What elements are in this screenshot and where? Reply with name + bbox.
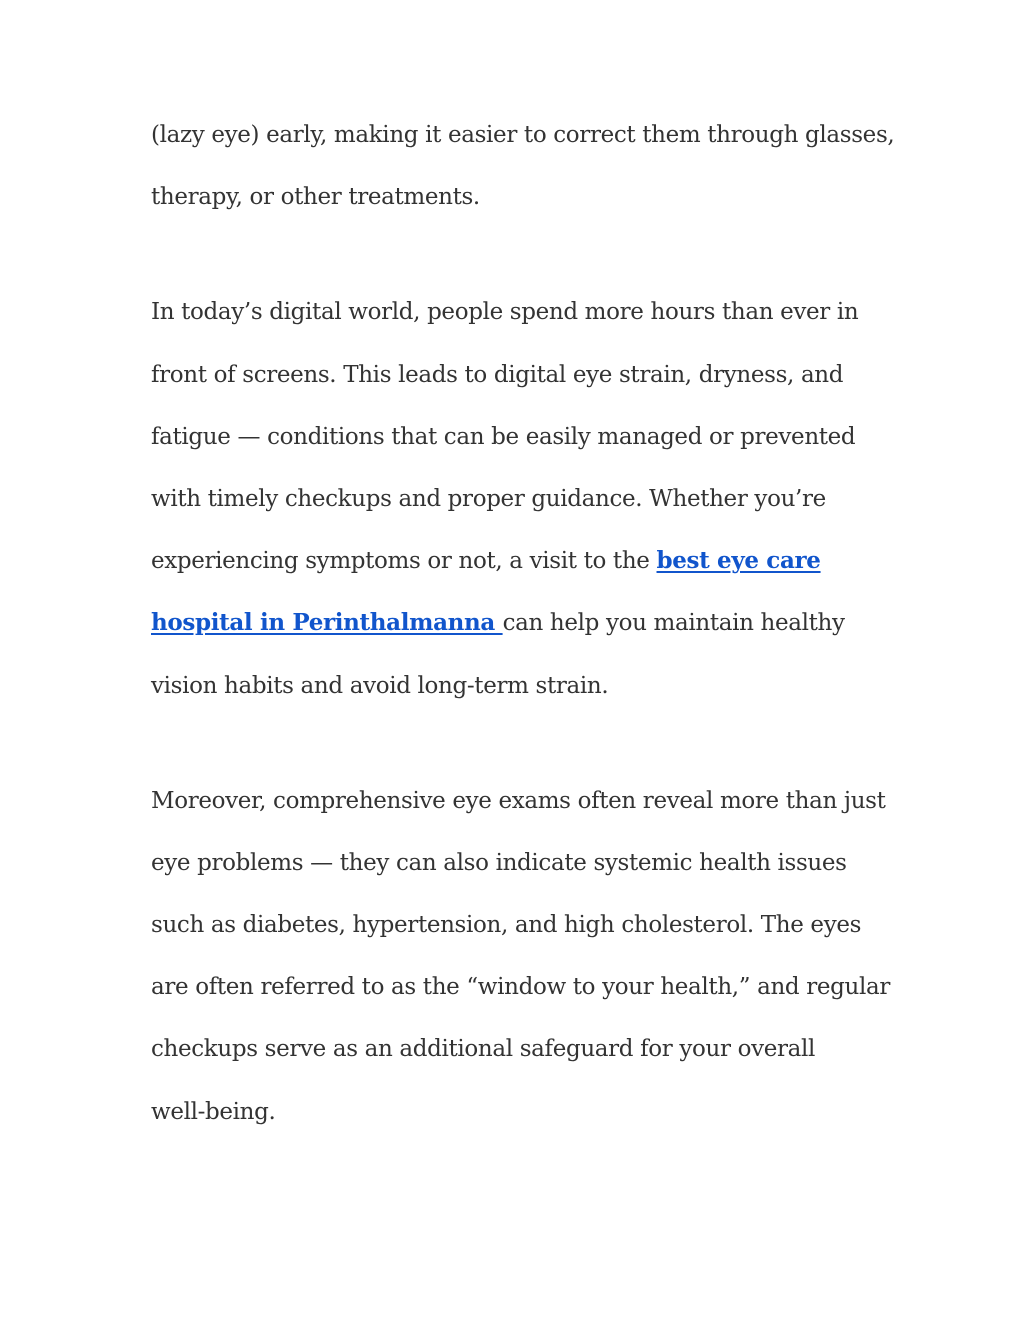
text-line: (lazy eye) early, making it easier to correct them through glasses, [151,122,895,148]
document-page [151,104,895,1143]
text-segment: experiencing symptoms or not, a visit to the [151,548,657,575]
text-line: eye problems — they can also indicate systemic health issues [151,849,847,876]
text-line: therapy, or other treatments. [151,184,480,211]
text-line: vision habits and avoid long-term strain. [151,672,609,699]
paragraph-systemic-health [151,770,891,1143]
text-segment: can help you maintain healthy [502,610,845,637]
text-line [151,592,891,654]
text-line [151,530,891,592]
text-line: such as diabetes, hypertension, and high cholesterol. The eyes [151,912,862,939]
text-line: checkups serve as an additional safeguard for your overall [151,1036,816,1063]
hospital-link-part-2[interactable]: hospital in Perinthalmanna [151,609,503,637]
text-line: front of screens. This leads to digital eye strain, dryness, and [151,361,844,388]
paragraph-digital-eye-strain [151,281,891,716]
text-line: In today’s digital world, people spend more hours than ever in [151,299,859,326]
text-line: fatigue — conditions that can be easily managed or prevented [151,423,856,450]
text-line: well-being. [151,1098,276,1125]
paragraph-amblyopia [151,104,895,228]
hospital-link-part-1[interactable]: best eye care [656,547,821,575]
text-line: are often referred to as the “window to your health,” and regular [151,974,891,1001]
text-line: Moreover, comprehensive eye exams often reveal more than just [151,787,886,814]
text-line: with timely checkups and proper guidance. Whether you’re [151,485,826,512]
